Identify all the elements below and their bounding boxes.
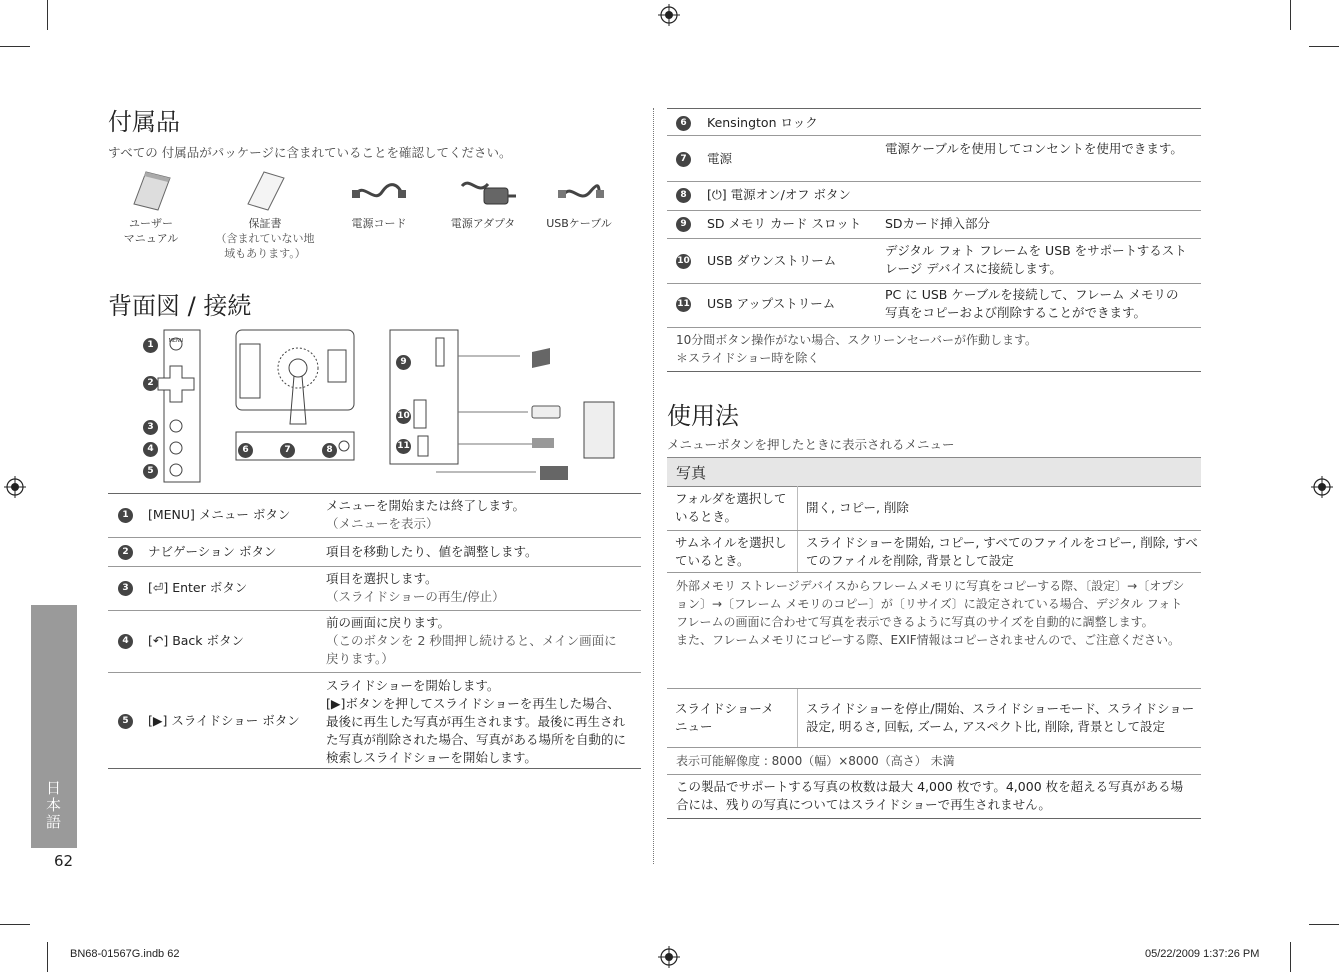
table-rule: [667, 371, 1201, 372]
row-number: 2: [118, 545, 133, 560]
accessory-warranty: [210, 216, 320, 261]
language-tab: [31, 605, 77, 848]
row-desc: デジタル フォト フレームを USB をサポートするストレージ デバイスに接続します。: [885, 243, 1187, 276]
usage-title: 使用法: [667, 402, 739, 430]
row-desc-text: スライドショーを開始します。: [326, 678, 500, 693]
usage-items: スライドショーを停止/開始、スライドショーモード、スライドショー設定, 明るさ, 回転, ズーム, アスペクト比, 削除, 背景として設定: [806, 701, 1195, 734]
usb-cable-icon: [558, 182, 604, 206]
language-tab-label: 日本語: [44, 780, 62, 831]
row-desc: PC に USB ケーブルを接続して、フレーム メモリの写真をコピーおよび削除することができます。: [885, 287, 1179, 320]
row-desc: 電源ケーブルを使用してコンセントを使用できます。: [885, 141, 1183, 156]
row-name: USB ダウンストリーム: [707, 253, 837, 268]
table-rule: [667, 108, 1201, 109]
footer-file: BN68-01567G.indb 62: [70, 948, 180, 960]
table-rule: [108, 610, 641, 611]
table-rule: [667, 238, 1201, 239]
row-number: 3: [118, 581, 133, 596]
diagram-number: 4: [143, 442, 158, 457]
table-rule: [667, 688, 1201, 689]
resolution-note: 表示可能解像度 : 8000（幅）×8000（高さ） 未満: [676, 754, 955, 768]
row-name: ナビゲーション ボタン: [148, 544, 277, 559]
table-divider: [797, 486, 798, 572]
crop-mark: [47, 0, 48, 30]
row-number: 9: [676, 217, 691, 232]
row-note: （このボタンを 2 秒間押し続けると、メイン画面に戻ります。）: [326, 633, 617, 666]
copy-resize-note-b: また、フレームメモリにコピーする際、EXIF情報はコピーされませんので、ご注意ください。: [676, 633, 1180, 647]
diagram-number: 11: [396, 439, 411, 454]
row-desc-text: 前の画面に戻ります。: [326, 615, 451, 630]
accessory-label: 電源アダプタ: [450, 217, 516, 230]
row-note: [▶]ボタンを押してスライドショーを再生した場合、最後に再生した写真が再生されます。最後に再生された写真が削除された場合、写真がある場所を自動的に検索しスライドショーを開始します。: [326, 696, 627, 765]
row-number: 6: [676, 116, 691, 131]
crop-mark: [0, 924, 30, 925]
usage-lead: メニューボタンを押したときに表示されるメニュー: [667, 437, 955, 452]
registration-mark-icon: [658, 4, 680, 26]
photo-table-title: 写真: [676, 464, 707, 482]
crop-mark: [1309, 46, 1339, 47]
row-number: 10: [676, 254, 691, 269]
accessory-label: 保証書: [248, 217, 282, 230]
row-desc: [326, 614, 626, 668]
row-name: [⏎] Enter ボタン: [148, 580, 248, 595]
table-rule: [667, 327, 1201, 328]
table-rule: [667, 181, 1201, 182]
accessory-label: 電源コード: [351, 217, 407, 230]
accessory-label: USBケーブル: [546, 217, 612, 230]
rear-diagram: [136, 328, 620, 484]
photo-limit-note: この製品でサポートする写真の枚数は最大 4,000 枚です。4,000 枚を超える写真がある場合には、残りの写真についてはスライドショーで再生されません。: [676, 779, 1184, 812]
warranty-icon: [246, 170, 286, 212]
registration-mark-icon: [1311, 476, 1333, 498]
usage-items: スライドショーを開始, コピー, すべてのファイルをコピー, 削除, すべてのファイルを削除, 背景として設定: [806, 535, 1198, 568]
accessories-lead: すべての 付属品がパッケージに含まれていることを確認してください。: [108, 145, 512, 160]
row-name: 電源: [707, 151, 733, 166]
row-name: [MENU] メニュー ボタン: [148, 507, 291, 522]
diagram-number: 10: [396, 409, 411, 424]
registration-mark-icon: [658, 946, 680, 968]
screensaver-note: 10分間ボタン操作がない場合、スクリーンセーバーが作動します。: [676, 333, 1037, 347]
accessory-power-adapter: [440, 216, 526, 231]
screensaver-note-exception: ＊スライドショー時を除く: [676, 351, 820, 365]
crop-mark: [0, 46, 30, 47]
copy-resize-note: [676, 577, 1186, 649]
column-divider: [653, 108, 654, 864]
usage-cond: サムネイルを選択しているとき。: [675, 535, 787, 568]
crop-mark: [1290, 942, 1291, 972]
crop-mark: [1290, 0, 1291, 30]
row-number: 8: [676, 188, 691, 203]
accessory-usb-cable: [536, 216, 622, 231]
table-rule: [108, 537, 641, 538]
power-cord-icon: [352, 180, 406, 206]
row-name: Kensington ロック: [707, 115, 818, 130]
table-rule: [108, 566, 641, 567]
table-rule: [667, 774, 1201, 775]
power-adapter-icon: [460, 176, 516, 208]
diagram-number: 5: [143, 464, 158, 479]
row-number: 7: [676, 152, 691, 167]
diagram-number: 7: [280, 443, 295, 458]
row-name: [↶] Back ボタン: [148, 633, 245, 648]
table-rule: [667, 210, 1201, 211]
table-rule: [667, 572, 1201, 573]
crop-mark: [47, 942, 48, 972]
accessory-label: ユーザー: [129, 217, 173, 230]
accessory-note: （含まれていない地: [215, 232, 315, 245]
row-note: （スライドショーの再生/停止）: [326, 589, 505, 604]
accessory-label: マニュアル: [123, 232, 179, 245]
table-rule: [667, 135, 1201, 136]
row-name: [⏻] 電源オン/オフ ボタン: [707, 187, 851, 202]
manual-icon: [132, 170, 172, 212]
row-name: [▶] スライドショー ボタン: [148, 713, 300, 728]
row-desc: 項目を移動したり、値を調整します。: [326, 544, 538, 559]
accessory-power-cord: [336, 216, 422, 231]
row-note: （メニューを表示）: [326, 516, 439, 531]
crop-mark: [1309, 924, 1339, 925]
diagram-number: 6: [238, 443, 253, 458]
table-rule: [108, 493, 641, 494]
accessory-manual: [108, 216, 194, 246]
usage-cond: フォルダを選択しているとき。: [675, 491, 787, 524]
row-name: USB アップストリーム: [707, 296, 836, 311]
row-desc: SDカード挿入部分: [885, 216, 991, 231]
diagram-number: 3: [143, 420, 158, 435]
table-rule: [108, 768, 641, 769]
copy-resize-note-a: 外部メモリ ストレージデバイスからフレームメモリに写真をコピーする際、〔設定〕→〔オプション〕→〔フレーム メモリのコピー〕が〔リサイズ〕に設定されている場合、デジタル フォトフレームの画面に合わせて写真を表示できるように写真のサイズを自動的に調整します。: [676, 579, 1185, 629]
row-number: 4: [118, 634, 133, 649]
rear-title: 背面図 / 接続: [108, 292, 252, 320]
table-rule: [667, 283, 1201, 284]
diagram-number: 8: [322, 443, 337, 458]
row-desc-text: 項目を選択します。: [326, 571, 438, 586]
table-rule: [667, 747, 1201, 748]
page-number: 62: [54, 852, 74, 870]
table-rule: [667, 530, 1201, 531]
diagram-number: 2: [143, 376, 158, 391]
row-number: 11: [676, 297, 691, 312]
footer-stamp: 05/22/2009 1:37:26 PM: [1145, 948, 1260, 960]
table-rule: [108, 672, 641, 673]
usage-cond: スライドショーメニュー: [675, 701, 774, 734]
registration-mark-icon: [4, 476, 26, 498]
diagram-number: 1: [143, 338, 158, 353]
row-desc: [326, 677, 631, 767]
row-name: SD メモリ カード スロット: [707, 216, 862, 231]
row-desc: [326, 570, 636, 606]
accessories-title: 付属品: [108, 108, 180, 136]
diagram-number: 9: [396, 355, 411, 370]
diagram-menu-label: MENU: [168, 338, 184, 344]
row-desc: [326, 497, 636, 533]
table-rule: [667, 818, 1201, 819]
row-number: 5: [118, 714, 133, 729]
usage-items: 開く, コピー, 削除: [806, 500, 909, 515]
photo-table-header: [667, 457, 1201, 487]
row-desc-text: メニューを開始または終了します。: [326, 498, 526, 513]
row-number: 1: [118, 508, 133, 523]
accessory-note: 域もあります。）: [224, 247, 306, 260]
table-divider: [797, 689, 798, 747]
